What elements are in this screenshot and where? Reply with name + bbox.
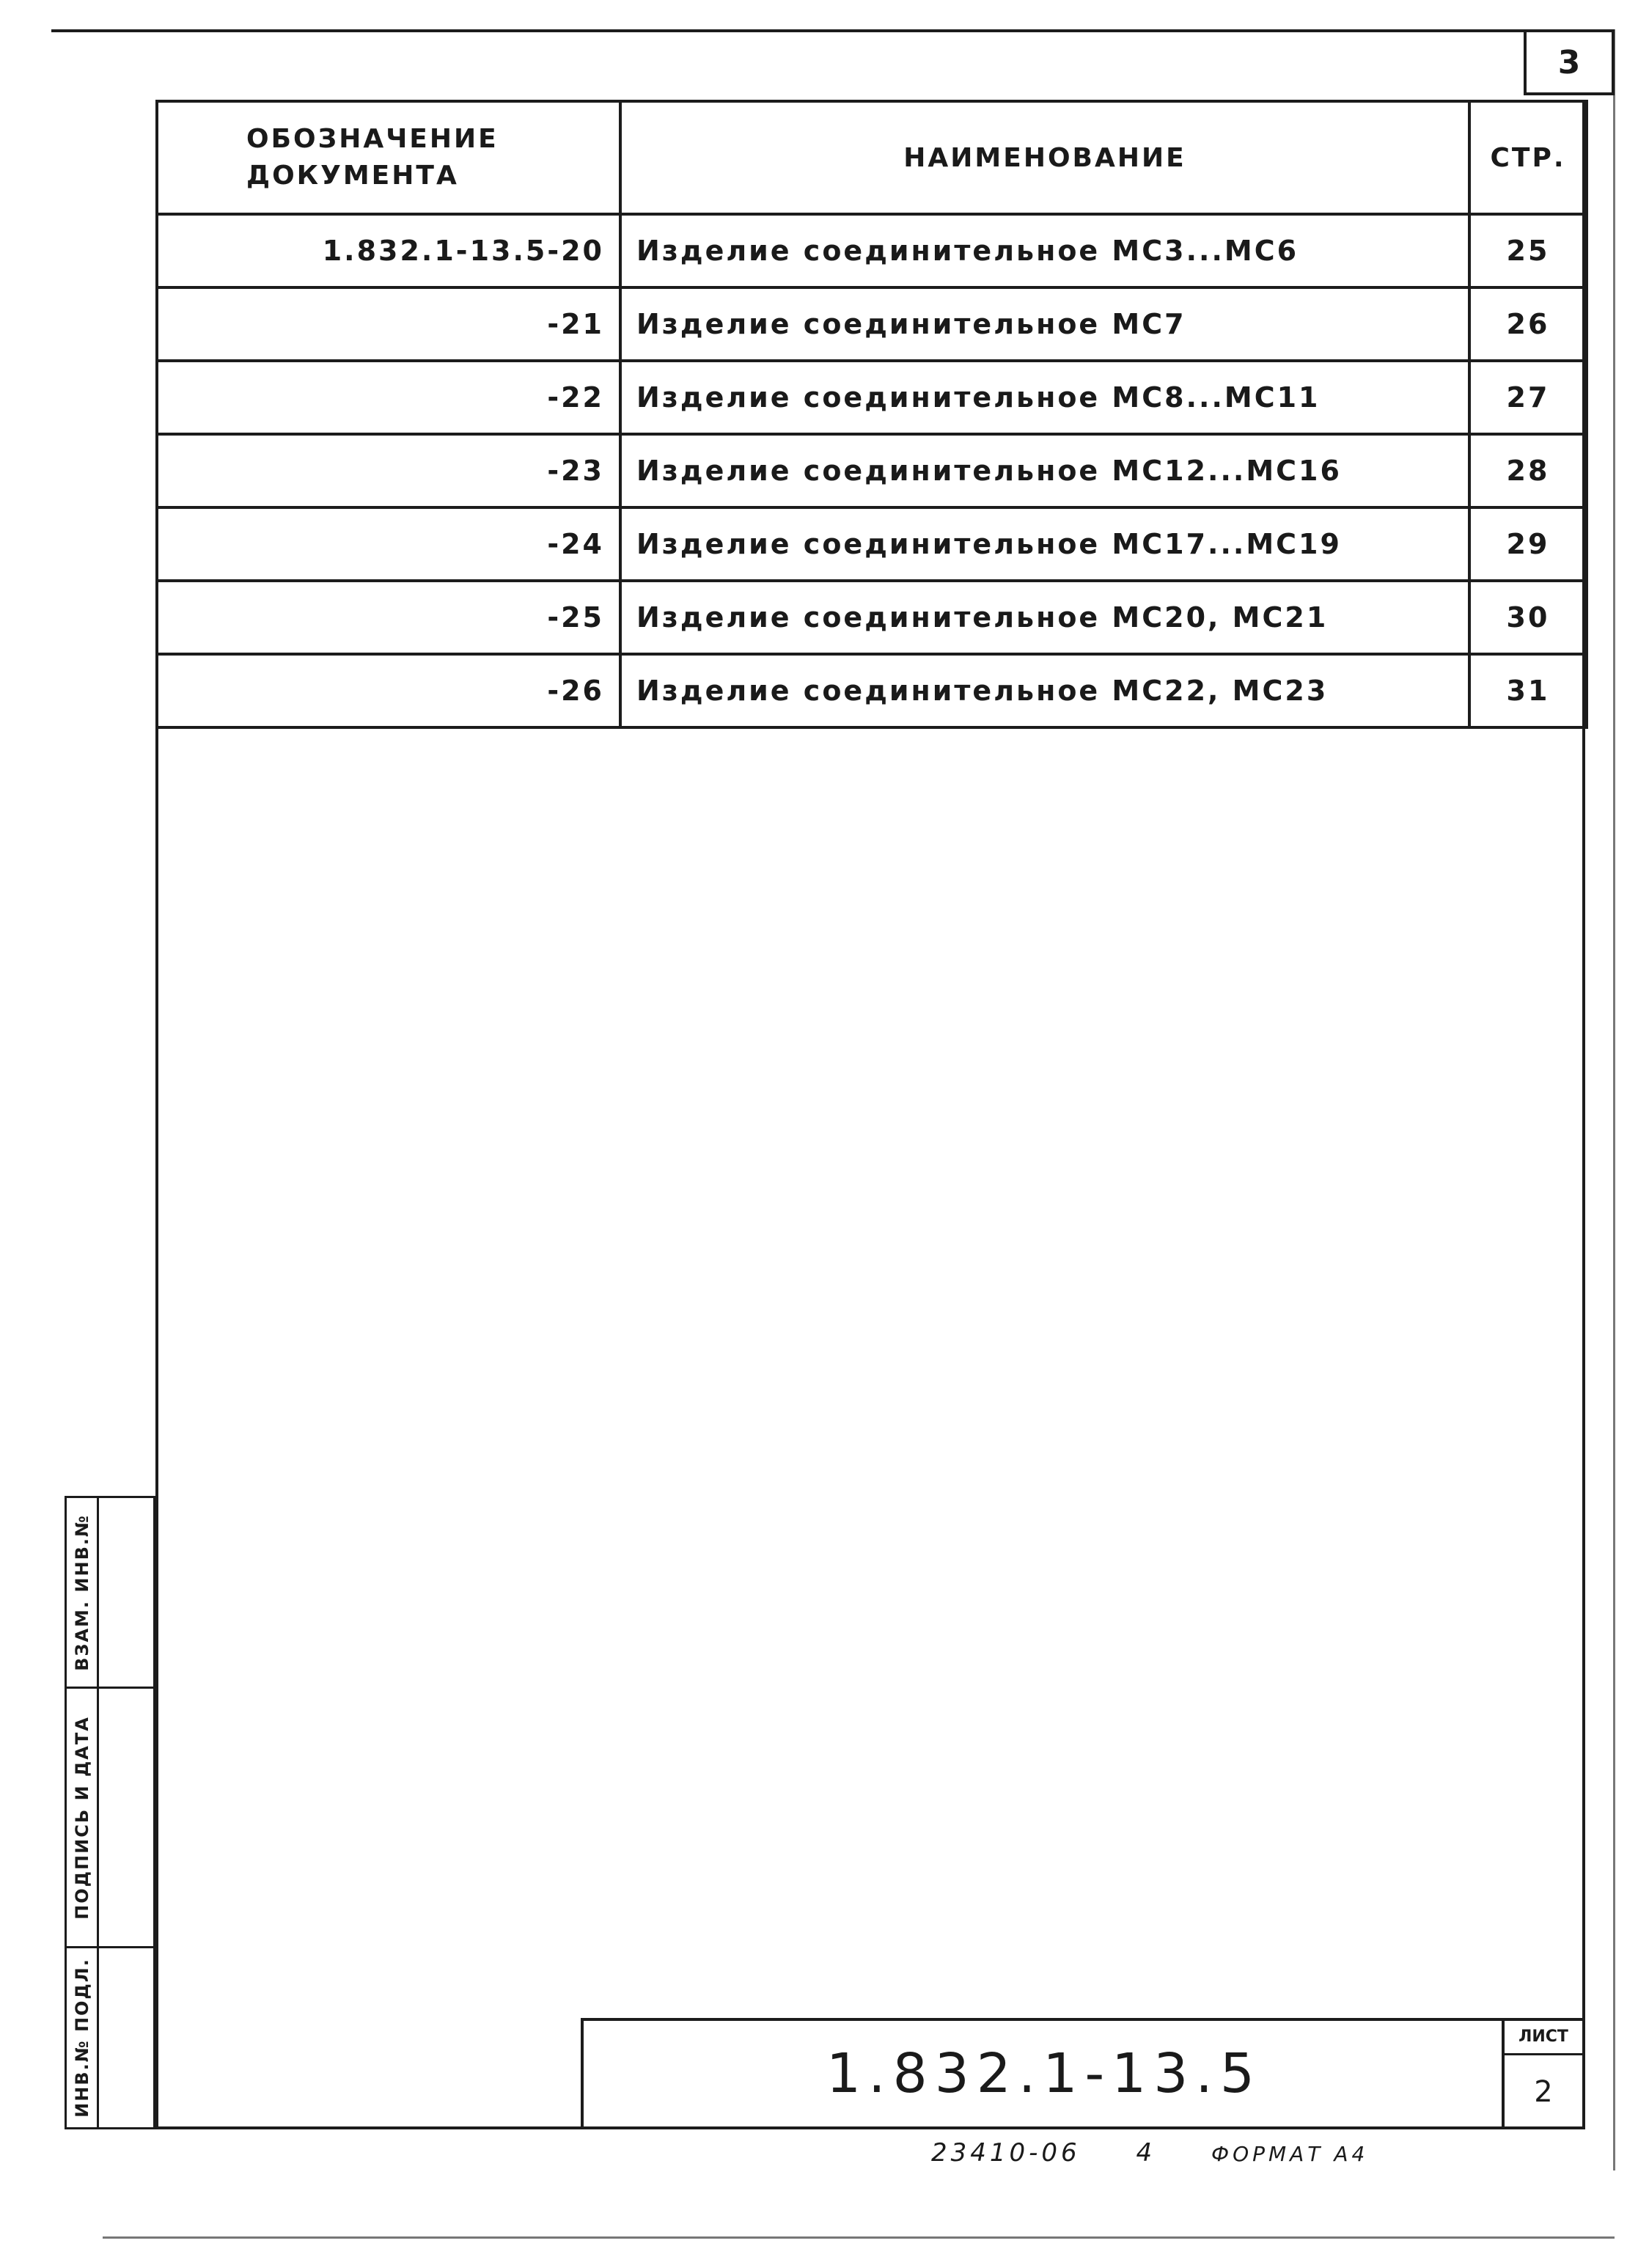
row-designation: -22 xyxy=(157,361,620,434)
format-label: ФОРМАТ А4 xyxy=(1211,2142,1369,2166)
row-name: Изделие соединительное МС22, МС23 xyxy=(620,654,1469,727)
row-designation: -25 xyxy=(157,581,620,654)
row-designation: 1.832.1-13.5-20 xyxy=(157,214,620,287)
sheet-number: 2 xyxy=(1534,2075,1553,2109)
row-designation: -24 xyxy=(157,507,620,581)
title-block xyxy=(581,2018,1585,2129)
row-page: 25 xyxy=(1469,214,1587,287)
inventory-number: 23410-06 xyxy=(931,2138,1081,2168)
side-stamp xyxy=(65,1496,155,2129)
table-row xyxy=(157,361,1587,434)
bottom-rule xyxy=(103,2236,1615,2239)
header-name: НАИМЕНОВАНИЕ xyxy=(620,101,1469,214)
stamp-cell-podpis-data xyxy=(67,1689,153,1948)
row-page: 31 xyxy=(1469,654,1587,727)
stamp-label-inv-podl: ИНВ.№ ПОДЛ. xyxy=(71,1958,92,2118)
row-page: 28 xyxy=(1469,434,1587,507)
row-designation: -21 xyxy=(157,287,620,361)
contents-table xyxy=(155,100,1588,729)
row-page: 27 xyxy=(1469,361,1587,434)
page-number: 3 xyxy=(1524,29,1615,95)
row-name: Изделие соединительное МС3...МС6 xyxy=(620,214,1469,287)
row-name: Изделие соединительное МС17...МС19 xyxy=(620,507,1469,581)
footer-note xyxy=(931,2138,1368,2168)
row-page: 30 xyxy=(1469,581,1587,654)
sheet-label: ЛИСТ xyxy=(1505,2021,1582,2055)
row-designation: -23 xyxy=(157,434,620,507)
sheet-cell xyxy=(1502,2021,1582,2126)
row-name: Изделие соединительное МС7 xyxy=(620,287,1469,361)
header-page: СТР. xyxy=(1469,101,1587,214)
stamp-label-vzam-inv: ВЗАМ. ИНВ.№ xyxy=(71,1513,92,1671)
stamp-label-podpis-data: ПОДПИСЬ И ДАТА xyxy=(71,1715,92,1920)
document-code: 1.832.1-13.5 xyxy=(826,2042,1262,2105)
row-name: Изделие соединительное МС8...МС11 xyxy=(620,361,1469,434)
copy-number: 4 xyxy=(1136,2138,1156,2168)
table-row xyxy=(157,507,1587,581)
row-page: 29 xyxy=(1469,507,1587,581)
row-name: Изделие соединительное МС20, МС21 xyxy=(620,581,1469,654)
top-rule xyxy=(51,29,1615,32)
row-page: 26 xyxy=(1469,287,1587,361)
table-row xyxy=(157,287,1587,361)
table-row xyxy=(157,214,1587,287)
table-header-row xyxy=(157,101,1587,214)
stamp-cell-inv-podl xyxy=(67,1948,153,2127)
right-margin-line xyxy=(1613,29,1615,2170)
table-row xyxy=(157,434,1587,507)
table-row xyxy=(157,581,1587,654)
row-name: Изделие соединительное МС12...МС16 xyxy=(620,434,1469,507)
table-row xyxy=(157,654,1587,727)
row-designation: -26 xyxy=(157,654,620,727)
header-designation: ОБОЗНАЧЕНИЕ ДОКУМЕНТА xyxy=(157,101,620,214)
stamp-cell-vzam-inv xyxy=(67,1498,153,1689)
